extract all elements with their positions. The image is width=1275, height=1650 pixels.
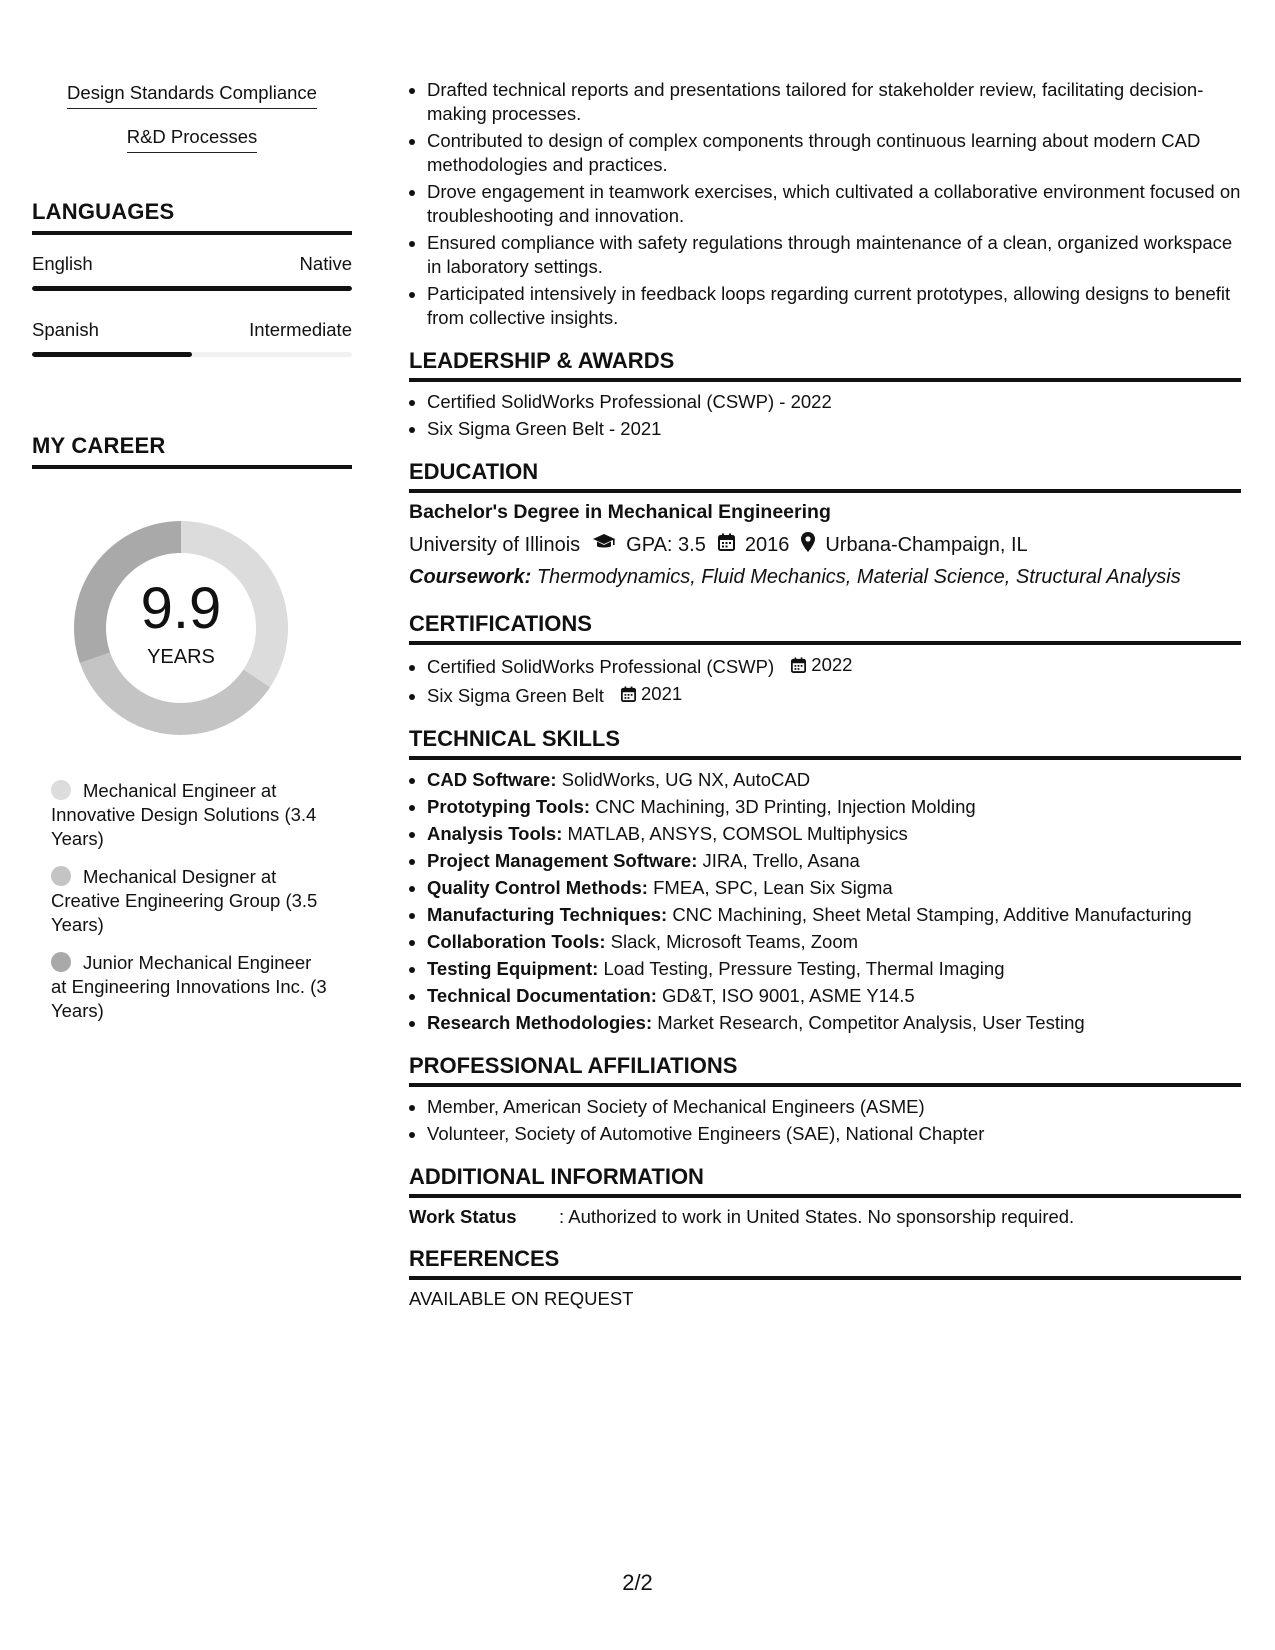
- experience-bullet: • Participated intensively in feedback loops regarding current prototypes, allowing designs to benefit from collective insights.: [427, 282, 1241, 330]
- skill-category: Collaboration Tools:: [427, 931, 606, 952]
- experience-bullet: • Ensured compliance with safety regulations through maintenance of a clean, organized workspace in laboratory settings.: [427, 231, 1241, 279]
- language-name: Spanish: [32, 319, 99, 340]
- career-heading: MY CAREER: [32, 433, 352, 469]
- technical-skill-item: [427, 795, 1241, 819]
- skill-values: CNC Machining, Sheet Metal Stamping, Additive Manufacturing: [672, 904, 1192, 925]
- education-gpa: GPA: 3.5: [626, 533, 706, 556]
- skill-values: GD&T, ISO 9001, ASME Y14.5: [662, 985, 915, 1006]
- career-legend-text: Junior Mechanical Engineer at Engineering Innovations Inc. (3 Years): [51, 952, 327, 1021]
- language-proficiency-bar: [32, 352, 352, 357]
- skill-values: Market Research, Competitor Analysis, User Testing: [657, 1012, 1085, 1033]
- technical-skill-item: [427, 984, 1241, 1008]
- education-school: University of Illinois: [409, 533, 581, 556]
- calendar-icon: [718, 533, 735, 557]
- language-proficiency-fill: [32, 352, 192, 357]
- certification-item: [427, 653, 1241, 679]
- skill-tag: Design Standards Compliance: [67, 82, 317, 109]
- experience-bullet: • Contributed to design of complex components through continuous learning about modern CAD methodologies and practices.: [427, 129, 1241, 177]
- language-item: [32, 253, 352, 291]
- certification-name: Six Sigma Green Belt: [427, 685, 604, 706]
- skill-category: Technical Documentation:: [427, 985, 657, 1006]
- technical-skill-item: [427, 876, 1241, 900]
- leadership-item: • Six Sigma Green Belt - 2021: [427, 417, 1241, 441]
- language-proficiency-bar: [32, 286, 352, 291]
- skill-category: Manufacturing Techniques:: [427, 904, 668, 925]
- left-column: [32, 82, 352, 1037]
- calendar-icon: [791, 657, 806, 673]
- career-legend-item: [51, 951, 331, 1023]
- graduation-cap-icon: [592, 533, 616, 557]
- languages-heading: LANGUAGES: [32, 199, 352, 235]
- references-text: AVAILABLE ON REQUEST: [409, 1288, 634, 1309]
- experience-bullets: [409, 78, 1241, 330]
- work-status-value: : Authorized to work in United States. No sponsorship required.: [559, 1206, 1075, 1227]
- skill-values: JIRA, Trello, Asana: [702, 850, 860, 871]
- leadership-list: [409, 390, 1241, 441]
- coursework-label: Coursework:: [409, 566, 532, 588]
- career-legend-text: Mechanical Designer at Creative Engineering Group (3.5 Years): [51, 866, 318, 935]
- technical-skills-list: [409, 768, 1241, 1035]
- technical-skill-item: [427, 957, 1241, 981]
- career-total-unit: YEARS: [147, 645, 215, 668]
- affiliations-heading: PROFESSIONAL AFFILIATIONS: [409, 1053, 1241, 1087]
- certification-name: Certified SolidWorks Professional (CSWP): [427, 656, 775, 677]
- education-location: Urbana-Champaign, IL: [825, 533, 1028, 556]
- career-legend-dot: [51, 952, 71, 972]
- experience-bullet: • Drove engagement in teamwork exercises, which cultivated a collaborative environment focused on troubleshooting and innovation.: [427, 180, 1241, 228]
- certification-year: 2022: [811, 654, 853, 675]
- education-coursework: [409, 566, 1241, 589]
- technical-skill-item: [427, 930, 1241, 954]
- skill-category: Analysis Tools:: [427, 823, 563, 844]
- certifications-list: [409, 653, 1241, 708]
- technical-skill-item: [427, 849, 1241, 873]
- technical-skill-item: [427, 903, 1241, 927]
- career-legend-item: [51, 779, 331, 851]
- education-details: [409, 532, 1241, 558]
- map-pin-icon: [801, 532, 815, 558]
- skill-values: Slack, Microsoft Teams, Zoom: [610, 931, 859, 952]
- skill-category: CAD Software:: [427, 769, 557, 790]
- technical-skill-item: [427, 822, 1241, 846]
- references-heading: REFERENCES: [409, 1246, 1241, 1280]
- language-item: [32, 319, 352, 357]
- language-proficiency-fill: [32, 286, 352, 291]
- career-total-years: 9.9: [140, 575, 222, 641]
- affiliation-item: • Member, American Society of Mechanical Engineers (ASME): [427, 1095, 1241, 1119]
- skill-category: Prototyping Tools:: [427, 796, 591, 817]
- career-legend-dot: [51, 780, 71, 800]
- technical-skill-item: [427, 768, 1241, 792]
- skill-category: Research Methodologies:: [427, 1012, 653, 1033]
- skill-values: SolidWorks, UG NX, AutoCAD: [561, 769, 811, 790]
- right-column: [409, 78, 1241, 1310]
- skill-category: Testing Equipment:: [427, 958, 599, 979]
- education-degree: Bachelor's Degree in Mechanical Engineering: [409, 501, 831, 523]
- certifications-heading: CERTIFICATIONS: [409, 611, 1241, 645]
- education-year: 2016: [744, 533, 790, 556]
- career-legend-item: [51, 865, 331, 937]
- skill-values: MATLAB, ANSYS, COMSOL Multiphysics: [567, 823, 908, 844]
- skill-category: Project Management Software:: [427, 850, 698, 871]
- leadership-item: • Certified SolidWorks Professional (CSWP) - 2022: [427, 390, 1241, 414]
- language-name: English: [32, 253, 93, 274]
- work-status-label: Work Status: [409, 1206, 517, 1227]
- skill-values: CNC Machining, 3D Printing, Injection Molding: [595, 796, 976, 817]
- career-legend-text: Mechanical Engineer at Innovative Design Solutions (3.4 Years): [51, 780, 317, 849]
- skill-category: Quality Control Methods:: [427, 877, 648, 898]
- additional-info-heading: ADDITIONAL INFORMATION: [409, 1164, 1241, 1198]
- coursework-list: Thermodynamics, Fluid Mechanics, Material Science, Structural Analysis: [536, 566, 1181, 588]
- language-level: Native: [299, 253, 352, 274]
- career-donut-chart: [66, 513, 296, 743]
- career-legend: [32, 779, 331, 1023]
- technical-skills-heading: TECHNICAL SKILLS: [409, 726, 1241, 760]
- leadership-heading: LEADERSHIP & AWARDS: [409, 348, 1241, 382]
- language-level: Intermediate: [249, 319, 352, 340]
- career-legend-dot: [51, 866, 71, 886]
- experience-bullet: • Drafted technical reports and presentations tailored for stakeholder review, facilitating decision-making processes.: [427, 78, 1241, 126]
- skill-values: FMEA, SPC, Lean Six Sigma: [653, 877, 893, 898]
- affiliation-item: • Volunteer, Society of Automotive Engineers (SAE), National Chapter: [427, 1122, 1241, 1146]
- calendar-icon: [621, 686, 636, 702]
- page-number: 2/2: [622, 1570, 653, 1595]
- affiliations-list: [409, 1095, 1241, 1146]
- certification-item: [427, 682, 1241, 708]
- skill-tag: R&D Processes: [127, 126, 258, 153]
- technical-skill-item: [427, 1011, 1241, 1035]
- work-status-row: [409, 1206, 1241, 1228]
- education-heading: EDUCATION: [409, 459, 1241, 493]
- certification-year: 2021: [641, 683, 683, 704]
- skill-values: Load Testing, Pressure Testing, Thermal Imaging: [603, 958, 1005, 979]
